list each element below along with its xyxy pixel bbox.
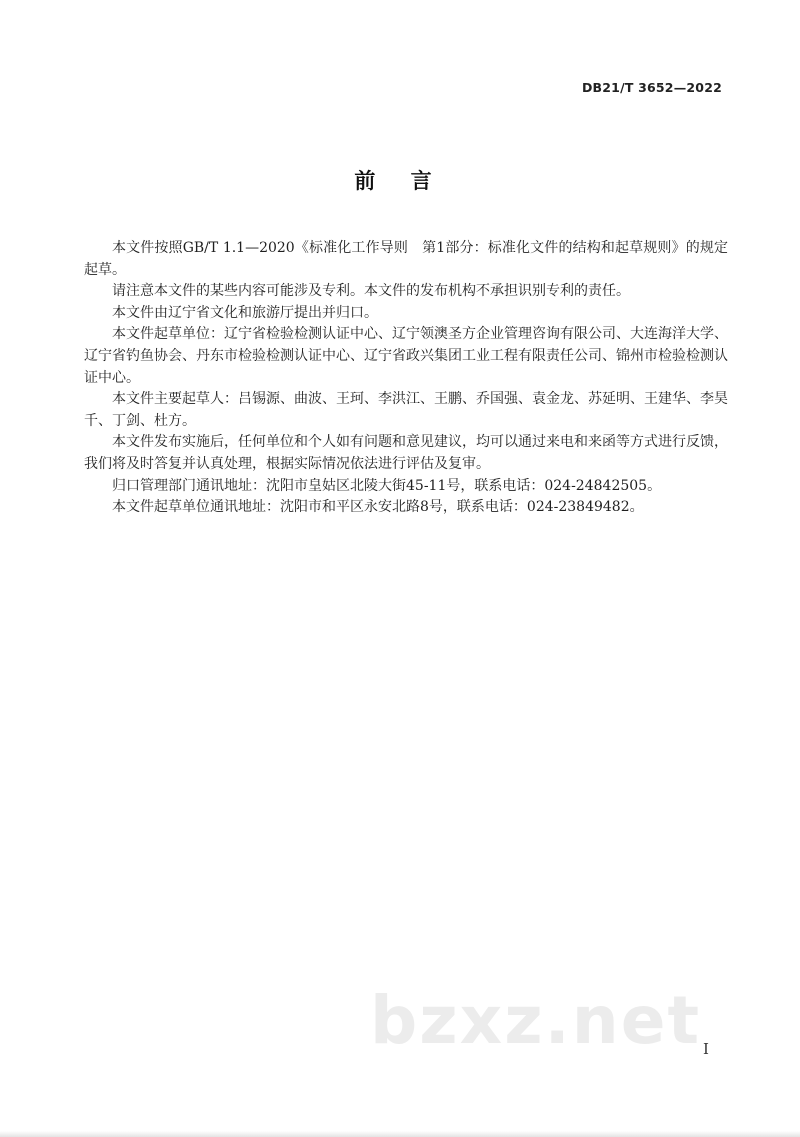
paragraph-proposer: 本文件由辽宁省文化和旅游厅提出并归口。 (112, 304, 378, 321)
paragraph-main-drafters: 本文件主要起草人：吕锡源、曲波、王珂、李洪江、王鹏、乔国强、袁金龙、苏延明、王建华、李昊千、丁剑、杜方。 (84, 391, 728, 429)
watermark-logo: bzxz.net (370, 982, 702, 1059)
document-code: DB21/T 3652—2022 (581, 80, 722, 95)
preface-body (84, 238, 728, 519)
page-bottom-edge (0, 1131, 800, 1137)
paragraph-drafting-basis: 本文件按照GB/T 1.1—2020《标准化工作导则 第1部分：标准化文件的结构和起草规则》的规定起草。 (84, 240, 728, 278)
page-number: I (703, 1040, 709, 1058)
paragraph-drafter-address: 本文件起草单位通讯地址：沈阳市和平区永安北路8号，联系电话：024-23849482。 (112, 499, 644, 516)
paragraph-drafting-units: 本文件起草单位：辽宁省检验检测认证中心、辽宁领澳圣方企业管理咨询有限公司、大连海洋大学、辽宁省钓鱼协会、丹东市检验检测认证中心、辽宁省政兴集团工业工程有限责任公司、锦州市检验检测认证中心。 (84, 326, 728, 386)
page-title: 前 言 (354, 169, 446, 193)
paragraph-feedback: 本文件发布实施后，任何单位和个人如有问题和意见建议，均可以通过来电和来函等方式进行反馈，我们将及时答复并认真处理，根据实际情况依法进行评估及复审。 (84, 434, 728, 472)
paragraph-authority-address: 归口管理部门通讯地址：沈阳市皇姑区北陵大街45-11号，联系电话：024-24842505。 (112, 477, 662, 494)
paragraph-patent-notice: 请注意本文件的某些内容可能涉及专利。本文件的发布机构不承担识别专利的责任。 (112, 283, 630, 300)
